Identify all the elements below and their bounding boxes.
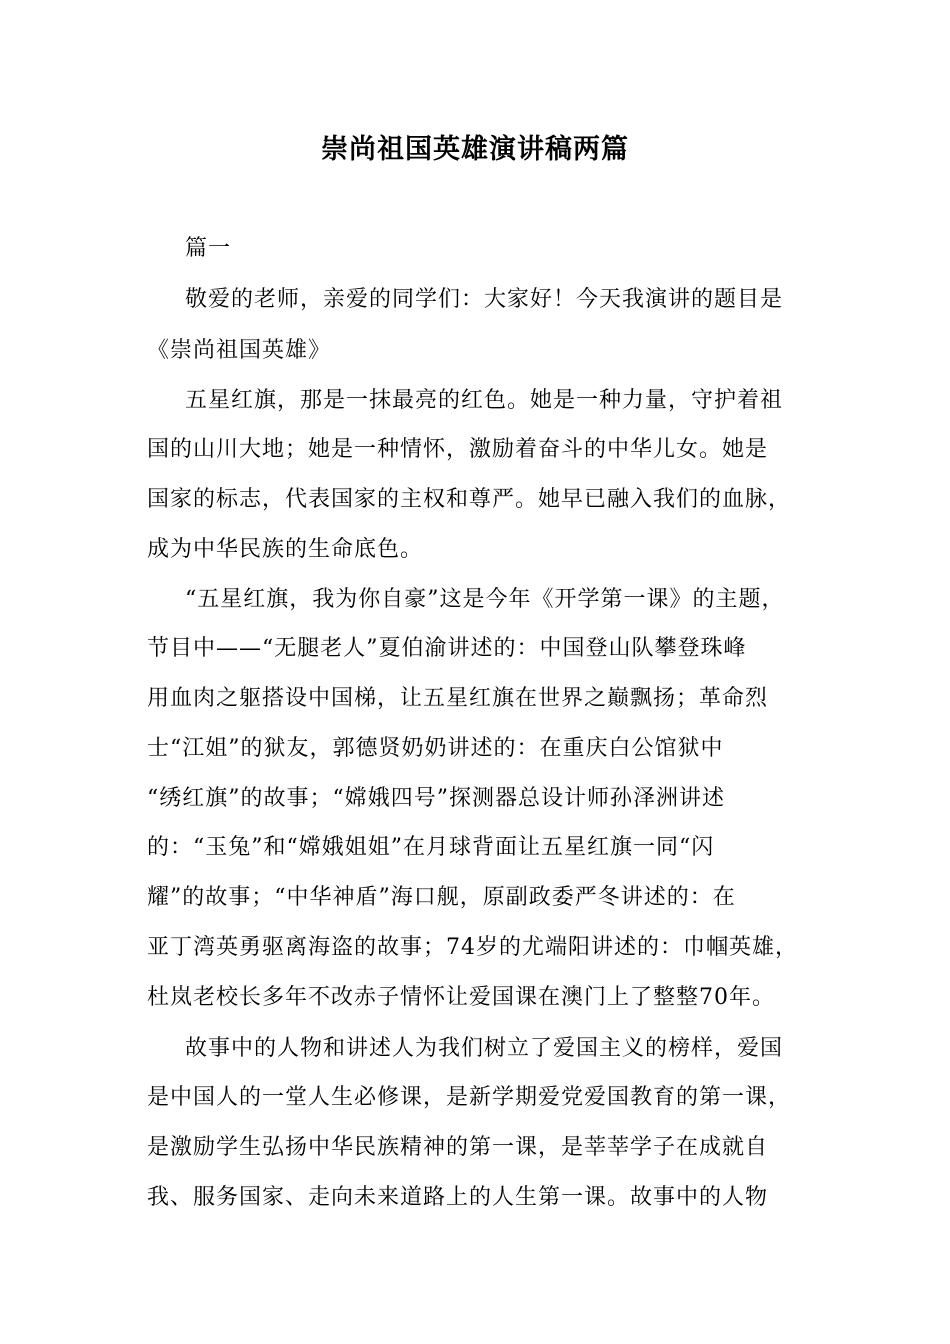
- paragraph-line: 国的山川大地；她是一种情怀，激励着奋斗的中华儿女。她是: [147, 437, 769, 462]
- paragraph-line: 敬爱的老师，亲爱的同学们：大家好！今天我演讲的题目是: [185, 287, 784, 312]
- paragraph-line: 杜岚老校长多年不改赤子情怀让爱国课在澳门上了整整70年。: [147, 985, 775, 1010]
- section-heading: 篇一: [185, 236, 232, 261]
- paragraph-line: 的：“玉兔”和“嫦娥姐姐”在月球背面让五星红旗一同“闪: [147, 835, 715, 860]
- paragraph-line: 用血肉之躯搭设中国梯，让五星红旗在世界之巅飘扬；革命烈: [147, 686, 769, 711]
- paragraph-line: “绣红旗”的故事；“嫦娥四号”探测器总设计师孙泽洲讲述: [147, 786, 725, 811]
- paragraph-line: “五星红旗，我为你自豪”这是今年《开学第一课》的主题，: [185, 587, 785, 612]
- paragraph-line: 士“江姐”的狱友，郭德贤奶奶讲述的：在重庆白公馆狱中: [147, 736, 724, 761]
- paragraph-line: 耀”的故事；“中华神盾”海口舰，原副政委严冬讲述的：在: [147, 885, 736, 910]
- paragraph-line: 是激励学生弘扬中华民族精神的第一课，是莘莘学子在成就自: [147, 1135, 769, 1160]
- paragraph-line: 是中国人的一堂人生必修课，是新学期爱党爱国教育的第一课，: [147, 1085, 792, 1110]
- paragraph-line: 故事中的人物和讲述人为我们树立了爱国主义的榜样，爱国: [185, 1036, 784, 1061]
- paragraph-line: 《崇尚祖国英雄》: [147, 338, 332, 363]
- paragraph-line: 国家的标志，代表国家的主权和尊严。她早已融入我们的血脉，: [147, 487, 792, 512]
- paragraph-line: 我、服务国家、走向未来道路上的人生第一课。故事中的人物: [147, 1185, 769, 1210]
- paragraph-line: 五星红旗，那是一抹最亮的红色。她是一种力量，守护着祖: [185, 388, 784, 413]
- document-title: 崇尚祖国英雄演讲稿两篇: [321, 134, 629, 165]
- paragraph-line: 成为中华民族的生命底色。: [147, 537, 424, 562]
- paragraph-line: 节目中——“无腿老人”夏伯渝讲述的：中国登山队攀登珠峰: [147, 636, 747, 661]
- paragraph-line: 亚丁湾英勇驱离海盗的故事；74岁的尤端阳讲述的：巾帼英雄，: [147, 935, 798, 960]
